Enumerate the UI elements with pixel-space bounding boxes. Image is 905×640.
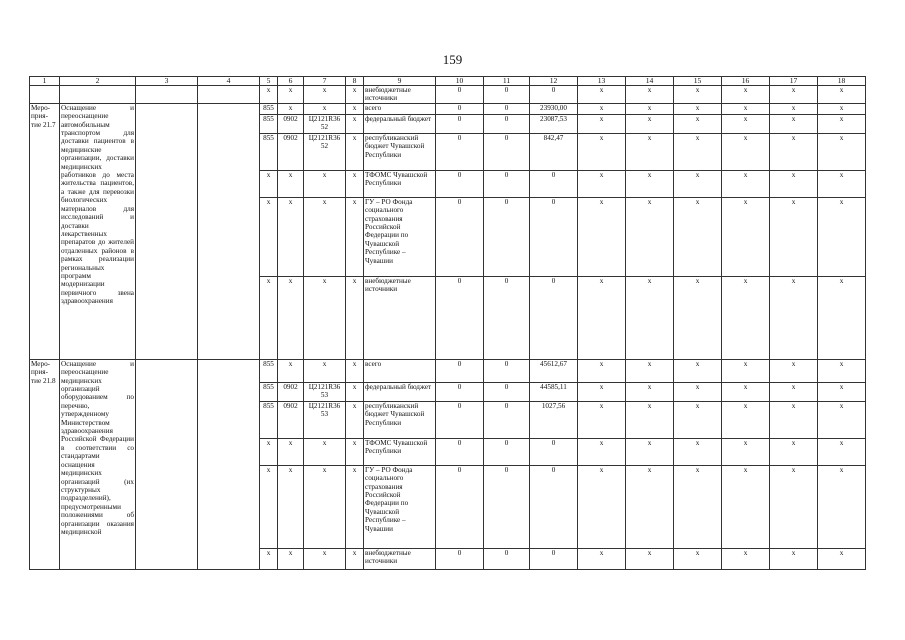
value-cell: x xyxy=(674,382,722,401)
value-cell: x xyxy=(722,382,770,401)
value-cell: x xyxy=(626,133,674,170)
value-cell: x xyxy=(346,548,364,569)
value-cell: x xyxy=(674,438,722,465)
value-cell: x xyxy=(346,276,364,359)
value-cell: x xyxy=(578,197,626,276)
value-cell: x xyxy=(722,103,770,114)
empty-cell xyxy=(136,103,198,359)
value-cell: x xyxy=(722,359,770,382)
value-cell: x xyxy=(578,103,626,114)
header-cell: 18 xyxy=(818,77,866,86)
empty-cell xyxy=(136,359,198,569)
value-cell: x xyxy=(674,170,722,197)
source-cell: всего xyxy=(364,103,436,114)
value-cell: x xyxy=(278,438,304,465)
value-cell: 0 xyxy=(484,114,530,133)
value-cell: 0 xyxy=(436,114,484,133)
header-cell: 7 xyxy=(304,77,346,86)
value-cell: x xyxy=(278,465,304,548)
measure-label: Меро-прия-тие 21.8 xyxy=(30,359,60,569)
value-cell: 855 xyxy=(260,114,278,133)
table-cell: 0 xyxy=(530,86,578,104)
value-cell: x xyxy=(346,359,364,382)
table-cell: x xyxy=(626,86,674,104)
value-cell: x xyxy=(626,465,674,548)
value-cell: 0 xyxy=(530,197,578,276)
value-cell: 23087,53 xyxy=(530,114,578,133)
value-cell: x xyxy=(626,197,674,276)
value-cell: x xyxy=(626,438,674,465)
value-cell: x xyxy=(674,114,722,133)
table-cell xyxy=(198,86,260,104)
header-cell: 9 xyxy=(364,77,436,86)
source-cell: внебюджетные источники xyxy=(364,548,436,569)
value-cell: x xyxy=(278,548,304,569)
header-cell: 16 xyxy=(722,77,770,86)
table-row xyxy=(30,359,866,382)
value-cell: 0 xyxy=(436,465,484,548)
value-cell: x xyxy=(818,359,866,382)
table-cell: 0 xyxy=(484,86,530,104)
value-cell: 0902 xyxy=(278,401,304,438)
value-cell: x xyxy=(578,401,626,438)
value-cell: x xyxy=(770,276,818,359)
table-cell: x xyxy=(260,86,278,104)
value-cell: 855 xyxy=(260,103,278,114)
table-cell: x xyxy=(278,86,304,104)
value-cell: 0 xyxy=(436,382,484,401)
value-cell: x xyxy=(626,103,674,114)
value-cell: Ц2121R36 52 xyxy=(304,114,346,133)
value-cell: x xyxy=(722,548,770,569)
table-cell xyxy=(30,86,60,104)
value-cell: x xyxy=(304,359,346,382)
header-cell: 10 xyxy=(436,77,484,86)
value-cell: x xyxy=(818,170,866,197)
value-cell: x xyxy=(578,548,626,569)
value-cell: 0 xyxy=(484,382,530,401)
value-cell: x xyxy=(260,276,278,359)
value-cell: 1027,56 xyxy=(530,401,578,438)
header-cell: 8 xyxy=(346,77,364,86)
value-cell: x xyxy=(278,197,304,276)
value-cell: 23930,00 xyxy=(530,103,578,114)
value-cell: x xyxy=(260,170,278,197)
value-cell: x xyxy=(818,133,866,170)
measure-description: Оснащение и переоснащение медицинских организаций оборудованием по перечню, утвержденному Министерством здравоохранения Российской Федерации в соответствии со стандартами оснащения медицинских организаций (их структурных подразделений), предусмотренными положениями об организации оказания медицинской xyxy=(60,359,136,569)
value-cell: x xyxy=(278,170,304,197)
value-cell: x xyxy=(260,438,278,465)
header-cell: 2 xyxy=(60,77,136,86)
value-cell: 0 xyxy=(484,359,530,382)
value-cell: x xyxy=(260,465,278,548)
value-cell: 0 xyxy=(484,197,530,276)
value-cell: 0 xyxy=(436,401,484,438)
value-cell: 0 xyxy=(436,438,484,465)
value-cell: x xyxy=(722,170,770,197)
value-cell: x xyxy=(304,170,346,197)
value-cell: 0 xyxy=(530,438,578,465)
header-cell: 13 xyxy=(578,77,626,86)
value-cell: 44585,11 xyxy=(530,382,578,401)
header-cell: 6 xyxy=(278,77,304,86)
value-cell: x xyxy=(260,197,278,276)
value-cell: 0 xyxy=(436,103,484,114)
header-cell: 1 xyxy=(30,77,60,86)
value-cell: x xyxy=(674,133,722,170)
value-cell: 0902 xyxy=(278,114,304,133)
value-cell: 855 xyxy=(260,359,278,382)
value-cell: x xyxy=(346,438,364,465)
source-cell: ТФОМС Чувашской Республики xyxy=(364,170,436,197)
value-cell: x xyxy=(722,114,770,133)
table-cell: x xyxy=(818,86,866,104)
value-cell: Ц2121R36 53 xyxy=(304,382,346,401)
table-row xyxy=(30,103,866,114)
header-cell: 15 xyxy=(674,77,722,86)
source-cell: ГУ – РО Фонда социального страхования Российской Федерации по Чувашской Республике – Чувашии xyxy=(364,197,436,276)
value-cell: x xyxy=(770,382,818,401)
source-cell: внебюджетные источники xyxy=(364,276,436,359)
value-cell: x xyxy=(304,548,346,569)
table-cell xyxy=(60,86,136,104)
value-cell: x xyxy=(770,170,818,197)
value-cell: x xyxy=(674,359,722,382)
value-cell: 842,47 xyxy=(530,133,578,170)
value-cell: x xyxy=(674,548,722,569)
value-cell: x xyxy=(346,133,364,170)
source-cell: федеральный бюджет xyxy=(364,114,436,133)
value-cell: x xyxy=(818,382,866,401)
value-cell: 0 xyxy=(484,133,530,170)
value-cell: 0 xyxy=(484,438,530,465)
value-cell: x xyxy=(346,114,364,133)
value-cell: x xyxy=(626,401,674,438)
value-cell: x xyxy=(770,359,818,382)
measure-label: Меро-прия-тие 21.7 xyxy=(30,103,60,359)
header-cell: 17 xyxy=(770,77,818,86)
measure-description: Оснащение и переоснащение автомобильным транспортом для доставки пациентов в медицинские организации, доставки медицинских работников до места жительства пациентов, а также для перевозки биологических материалов для исследований и доставки лекарственных препаратов до жителей отдаленных районов в рамках реализации региональных программ модернизации первичного звена здравоохранения xyxy=(60,103,136,359)
table-cell: x xyxy=(770,86,818,104)
source-cell: ТФОМС Чувашской Республики xyxy=(364,438,436,465)
value-cell: x xyxy=(770,438,818,465)
value-cell: x xyxy=(770,465,818,548)
value-cell: 855 xyxy=(260,133,278,170)
value-cell: x xyxy=(770,197,818,276)
value-cell: 0902 xyxy=(278,133,304,170)
value-cell: 0 xyxy=(484,103,530,114)
value-cell: x xyxy=(770,133,818,170)
value-cell: x xyxy=(770,103,818,114)
value-cell: 0 xyxy=(484,465,530,548)
value-cell: x xyxy=(304,438,346,465)
source-cell: республиканский бюджет Чувашской Республики xyxy=(364,401,436,438)
value-cell: x xyxy=(626,114,674,133)
source-cell: республиканский бюджет Чувашской Республики xyxy=(364,133,436,170)
value-cell: x xyxy=(818,548,866,569)
value-cell: x xyxy=(578,170,626,197)
table-cell: x xyxy=(722,86,770,104)
value-cell: x xyxy=(722,465,770,548)
value-cell: 855 xyxy=(260,382,278,401)
value-cell: x xyxy=(818,465,866,548)
value-cell: x xyxy=(304,465,346,548)
value-cell: x xyxy=(626,359,674,382)
value-cell: x xyxy=(674,465,722,548)
value-cell: 0 xyxy=(530,170,578,197)
value-cell: x xyxy=(578,465,626,548)
value-cell: x xyxy=(346,401,364,438)
value-cell: x xyxy=(770,401,818,438)
value-cell: x xyxy=(626,276,674,359)
value-cell: x xyxy=(346,197,364,276)
value-cell: x xyxy=(674,103,722,114)
header-row xyxy=(30,77,866,86)
value-cell: x xyxy=(304,197,346,276)
source-cell: федеральный бюджет xyxy=(364,382,436,401)
table-cell: внебюджетные источники xyxy=(364,86,436,104)
value-cell: 0 xyxy=(436,276,484,359)
page-number: 159 xyxy=(442,52,463,67)
empty-cell xyxy=(198,103,260,359)
table-cell: x xyxy=(674,86,722,104)
value-cell: x xyxy=(346,170,364,197)
table-row xyxy=(30,86,866,104)
value-cell: 0 xyxy=(436,548,484,569)
value-cell: x xyxy=(278,359,304,382)
value-cell: x xyxy=(346,465,364,548)
value-cell: x xyxy=(346,103,364,114)
table-cell xyxy=(136,86,198,104)
table-cell: x xyxy=(346,86,364,104)
value-cell: Ц2121R36 52 xyxy=(304,133,346,170)
value-cell: 0 xyxy=(436,170,484,197)
header-cell: 11 xyxy=(484,77,530,86)
header-cell: 12 xyxy=(530,77,578,86)
value-cell: x xyxy=(278,103,304,114)
value-cell: x xyxy=(278,276,304,359)
value-cell: x xyxy=(674,276,722,359)
value-cell: x xyxy=(770,114,818,133)
value-cell: x xyxy=(818,401,866,438)
value-cell: x xyxy=(722,401,770,438)
value-cell: x xyxy=(626,382,674,401)
value-cell: x xyxy=(818,197,866,276)
value-cell: x xyxy=(578,382,626,401)
value-cell: x xyxy=(722,276,770,359)
table-cell: 0 xyxy=(436,86,484,104)
value-cell: 0 xyxy=(436,133,484,170)
value-cell: x xyxy=(626,548,674,569)
value-cell: x xyxy=(260,548,278,569)
empty-cell xyxy=(198,359,260,569)
header-cell: 14 xyxy=(626,77,674,86)
value-cell: x xyxy=(818,103,866,114)
value-cell: x xyxy=(674,401,722,438)
value-cell: x xyxy=(346,382,364,401)
value-cell: 0 xyxy=(484,401,530,438)
header-cell: 4 xyxy=(198,77,260,86)
value-cell: 0 xyxy=(530,465,578,548)
source-cell: всего xyxy=(364,359,436,382)
table-cell: x xyxy=(304,86,346,104)
budget-table xyxy=(29,76,866,570)
header-cell: 5 xyxy=(260,77,278,86)
value-cell: x xyxy=(722,197,770,276)
value-cell: x xyxy=(722,438,770,465)
value-cell: x xyxy=(578,438,626,465)
value-cell: x xyxy=(818,276,866,359)
value-cell: 0902 xyxy=(278,382,304,401)
value-cell: 0 xyxy=(436,197,484,276)
value-cell: x xyxy=(578,133,626,170)
value-cell: x xyxy=(578,276,626,359)
value-cell: x xyxy=(770,548,818,569)
value-cell: x xyxy=(578,359,626,382)
value-cell: x xyxy=(304,276,346,359)
value-cell: 0 xyxy=(436,359,484,382)
value-cell: x xyxy=(674,197,722,276)
source-cell: ГУ – РО Фонда социального страхования Российской Федерации по Чувашской Республике – Чувашии xyxy=(364,465,436,548)
header-cell: 3 xyxy=(136,77,198,86)
table-cell: x xyxy=(578,86,626,104)
value-cell: x xyxy=(818,438,866,465)
value-cell: x xyxy=(578,114,626,133)
value-cell: Ц2121R36 53 xyxy=(304,401,346,438)
value-cell: x xyxy=(722,133,770,170)
value-cell: 0 xyxy=(484,276,530,359)
value-cell: 0 xyxy=(484,170,530,197)
value-cell: x xyxy=(626,170,674,197)
value-cell: 0 xyxy=(530,276,578,359)
value-cell: 0 xyxy=(530,548,578,569)
value-cell: 0 xyxy=(484,548,530,569)
value-cell: x xyxy=(818,114,866,133)
value-cell: x xyxy=(304,103,346,114)
value-cell: 855 xyxy=(260,401,278,438)
value-cell: 45612,67 xyxy=(530,359,578,382)
